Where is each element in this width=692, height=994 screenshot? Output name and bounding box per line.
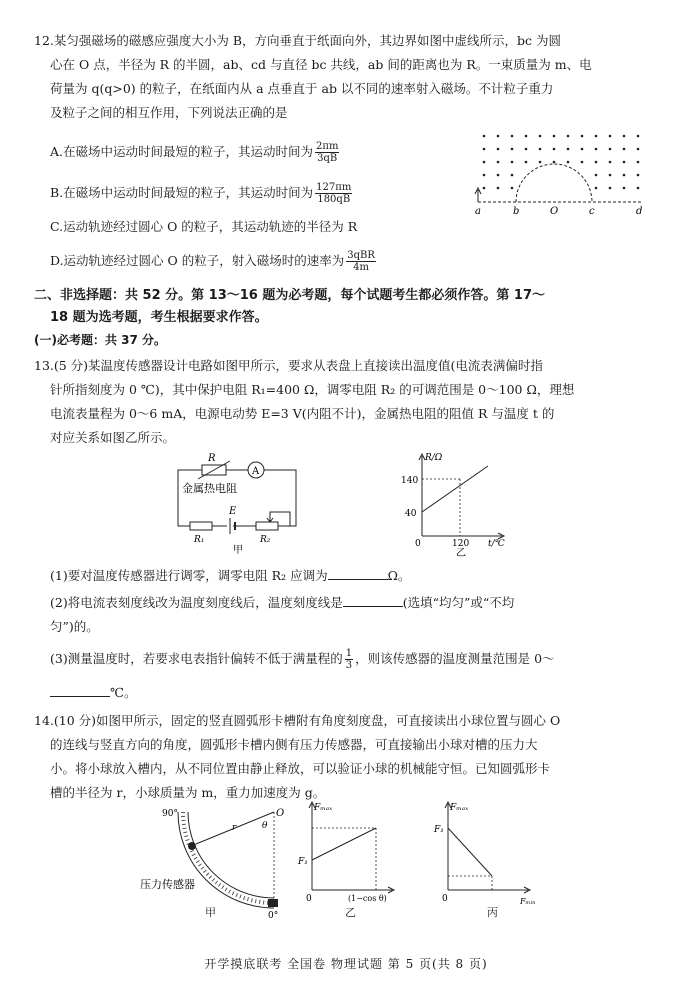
q13-part-2-cont: 匀”)的。 [50,619,99,634]
q12-option-a: A.在磁场中运动时间最短的粒子，其运动时间为 $\frac{2\pi m}{3qB}$ [50,141,339,164]
q14-line-4: 槽的半径为 r，小球质量为 m，重力加速度为 g。 [50,785,326,800]
q13-line-2: 针所指刻度为 0 ℃)，其中保护电阻 R₁=400 Ω，调零电阻 R₂ 的可调范围是 0～100 Ω，理想 [50,382,575,397]
svg-text:R: R [208,453,216,464]
svg-text:E: E [229,506,237,517]
svg-text:甲: 甲 [233,545,243,556]
q12-line-3: 荷量为 q(q>0) 的粒子，在纸面内从 a 点垂直于 ab 以不同的速率射入磁场。不计粒子重力 [50,81,554,96]
q12-line-2: 心在 O 点，半径为 R 的半圆，ab、cd 与直径 bc 共线，ab 间的距离也为 R。一束质量为 m、电 [50,57,592,72]
q13-part-3: (3)测量温度时，若要求电表指针偏转不低于满量程的 $\frac{1}{3}$ ，则该传感器的温度测量范围是 0～ [50,648,555,671]
answer-blank-3[interactable] [50,684,110,697]
svg-text:Fₘₐₓ: Fₘₐₓ [450,803,469,813]
q12-line-1: 12.某匀强磁场的磁感应强度大小为 B，方向垂直于纸面向外，其边界如图中虚线所示，bc 为圆 [34,33,562,48]
svg-text:0: 0 [415,539,421,549]
ball-icon [188,842,196,850]
svg-text:90°: 90° [162,809,178,819]
resistance-line [422,466,488,512]
field-dots [483,135,640,190]
svg-text:0: 0 [306,894,312,904]
angle-scale [183,812,274,903]
svg-text:R₂: R₂ [260,535,271,545]
q14-graph-bing [432,798,542,910]
svg-text:A: A [252,466,260,477]
svg-text:F₁: F₁ [434,825,444,835]
q12-line-4: 及粒子之间的相互作用，下列说法正确的是 [50,105,288,120]
q12-option-b: B.在磁场中运动时间最短的粒子，其运动时间为 $\frac{127\pi m}{180qB}$ [50,182,352,205]
q14-line-2: 的连线与竖直方向的角度，圆弧形卡槽内侧有压力传感器，可直接输出小球对槽的压力大 [50,737,538,752]
svg-text:0: 0 [442,894,448,904]
svg-text:Fₘᵢₙ: Fₘᵢₙ [520,897,536,906]
svg-text:θ: θ [262,821,268,831]
fig-jia-caption: 甲 [205,906,216,919]
svg-text:R/Ω: R/Ω [425,453,443,463]
svg-text:压力传感器: 压力传感器 [140,878,195,891]
label-o: O [550,206,559,217]
svg-text:40: 40 [405,509,417,519]
svg-text:O: O [276,808,285,819]
fmax-fmin-line [448,828,492,876]
label-d: d [636,206,643,217]
q13-part-1: (1)要对温度传感器进行调零，调零电阻 R₂ 应调为 Ω。 [50,568,411,583]
fmax-line [312,828,376,860]
q12-magnetic-field-figure [470,128,650,220]
svg-text:乙: 乙 [456,548,466,558]
svg-text:140: 140 [401,476,419,486]
fig-bing-caption: 丙 [487,906,498,919]
q13-circuit-diagram [170,452,310,556]
q12-option-c: C.运动轨迹经过圆心 O 的粒子，其运动轨迹的半径为 R [50,219,358,234]
section2-heading-1: 二、非选择题：共 52 分。第 13～16 题为必考题，每个试题考生都必须作答。第 17～ [34,288,545,303]
svg-text:120: 120 [452,539,470,549]
q13-line-1: 13.(5 分)某温度传感器设计电路如图甲所示，要求从表盘上直接读出温度值(电流表满偏时指 [34,358,543,373]
section2-heading-2: 18 题为选考题，考生根据要求作答。 [50,310,268,325]
svg-text:F₁: F₁ [298,857,308,867]
q14-line-1: 14.(10 分)如图甲所示，固定的竖直圆弧形卡槽附有角度刻度盘，可直接读出小球位置与圆心 O [34,713,561,728]
svg-text:0°: 0° [268,911,279,918]
label-a: a [475,206,481,217]
page-footer: 开学摸底联考 全国卷 物理试题 第 5 页(共 8 页) [204,957,488,971]
svg-text:t/℃: t/℃ [488,539,505,549]
svg-text:R₁: R₁ [194,535,205,545]
q14-line-3: 小。将小球放入槽内，从不同位置由静止释放，可以验证小球的机械能守恒。已知圆弧形卡 [50,761,551,776]
q12-option-d: D.运动轨迹经过圆心 O 的粒子，射入磁场时的速率为 $\frac{\text{3qBR}}{4m}$ [50,250,375,273]
label-b: b [513,206,520,217]
q13-line-3: 电流表量程为 0～6 mA，电源电动势 E=3 V(内阻不计)，金属热电阻的阻值 R 与温度 t 的 [50,406,555,421]
svg-text:r: r [232,823,237,833]
label-c: c [589,206,595,217]
fig-yi-caption: 乙 [345,906,356,919]
q13-line-4: 对应关系如图乙所示。 [50,430,176,445]
section2-subheading: (一)必考题：共 37 分。 [34,333,167,347]
q13-part-2: (2)将电流表刻度线改为温度刻度线后，温度刻度线是 (选填“均匀”或“不均 [50,595,515,610]
resistor-r1 [190,522,212,530]
q13-part-3-cont: ℃。 [50,684,136,702]
semicircle-boundary [516,164,592,202]
q13-resistance-temperature-graph [398,450,514,558]
pressure-sensor-icon [268,899,278,907]
answer-blank-1[interactable] [328,567,388,580]
svg-text:(1−cos θ): (1−cos θ) [348,894,387,903]
q14-arc-track-figure [140,806,286,918]
answer-blank-2[interactable] [343,594,403,607]
q14-graph-yi [296,798,396,910]
svg-text:Fₘₐₓ: Fₘₐₓ [314,803,333,813]
rheostat-r2 [256,522,278,530]
entry-arrow [475,188,481,202]
svg-text:金属热电阻: 金属热电阻 [182,482,237,495]
